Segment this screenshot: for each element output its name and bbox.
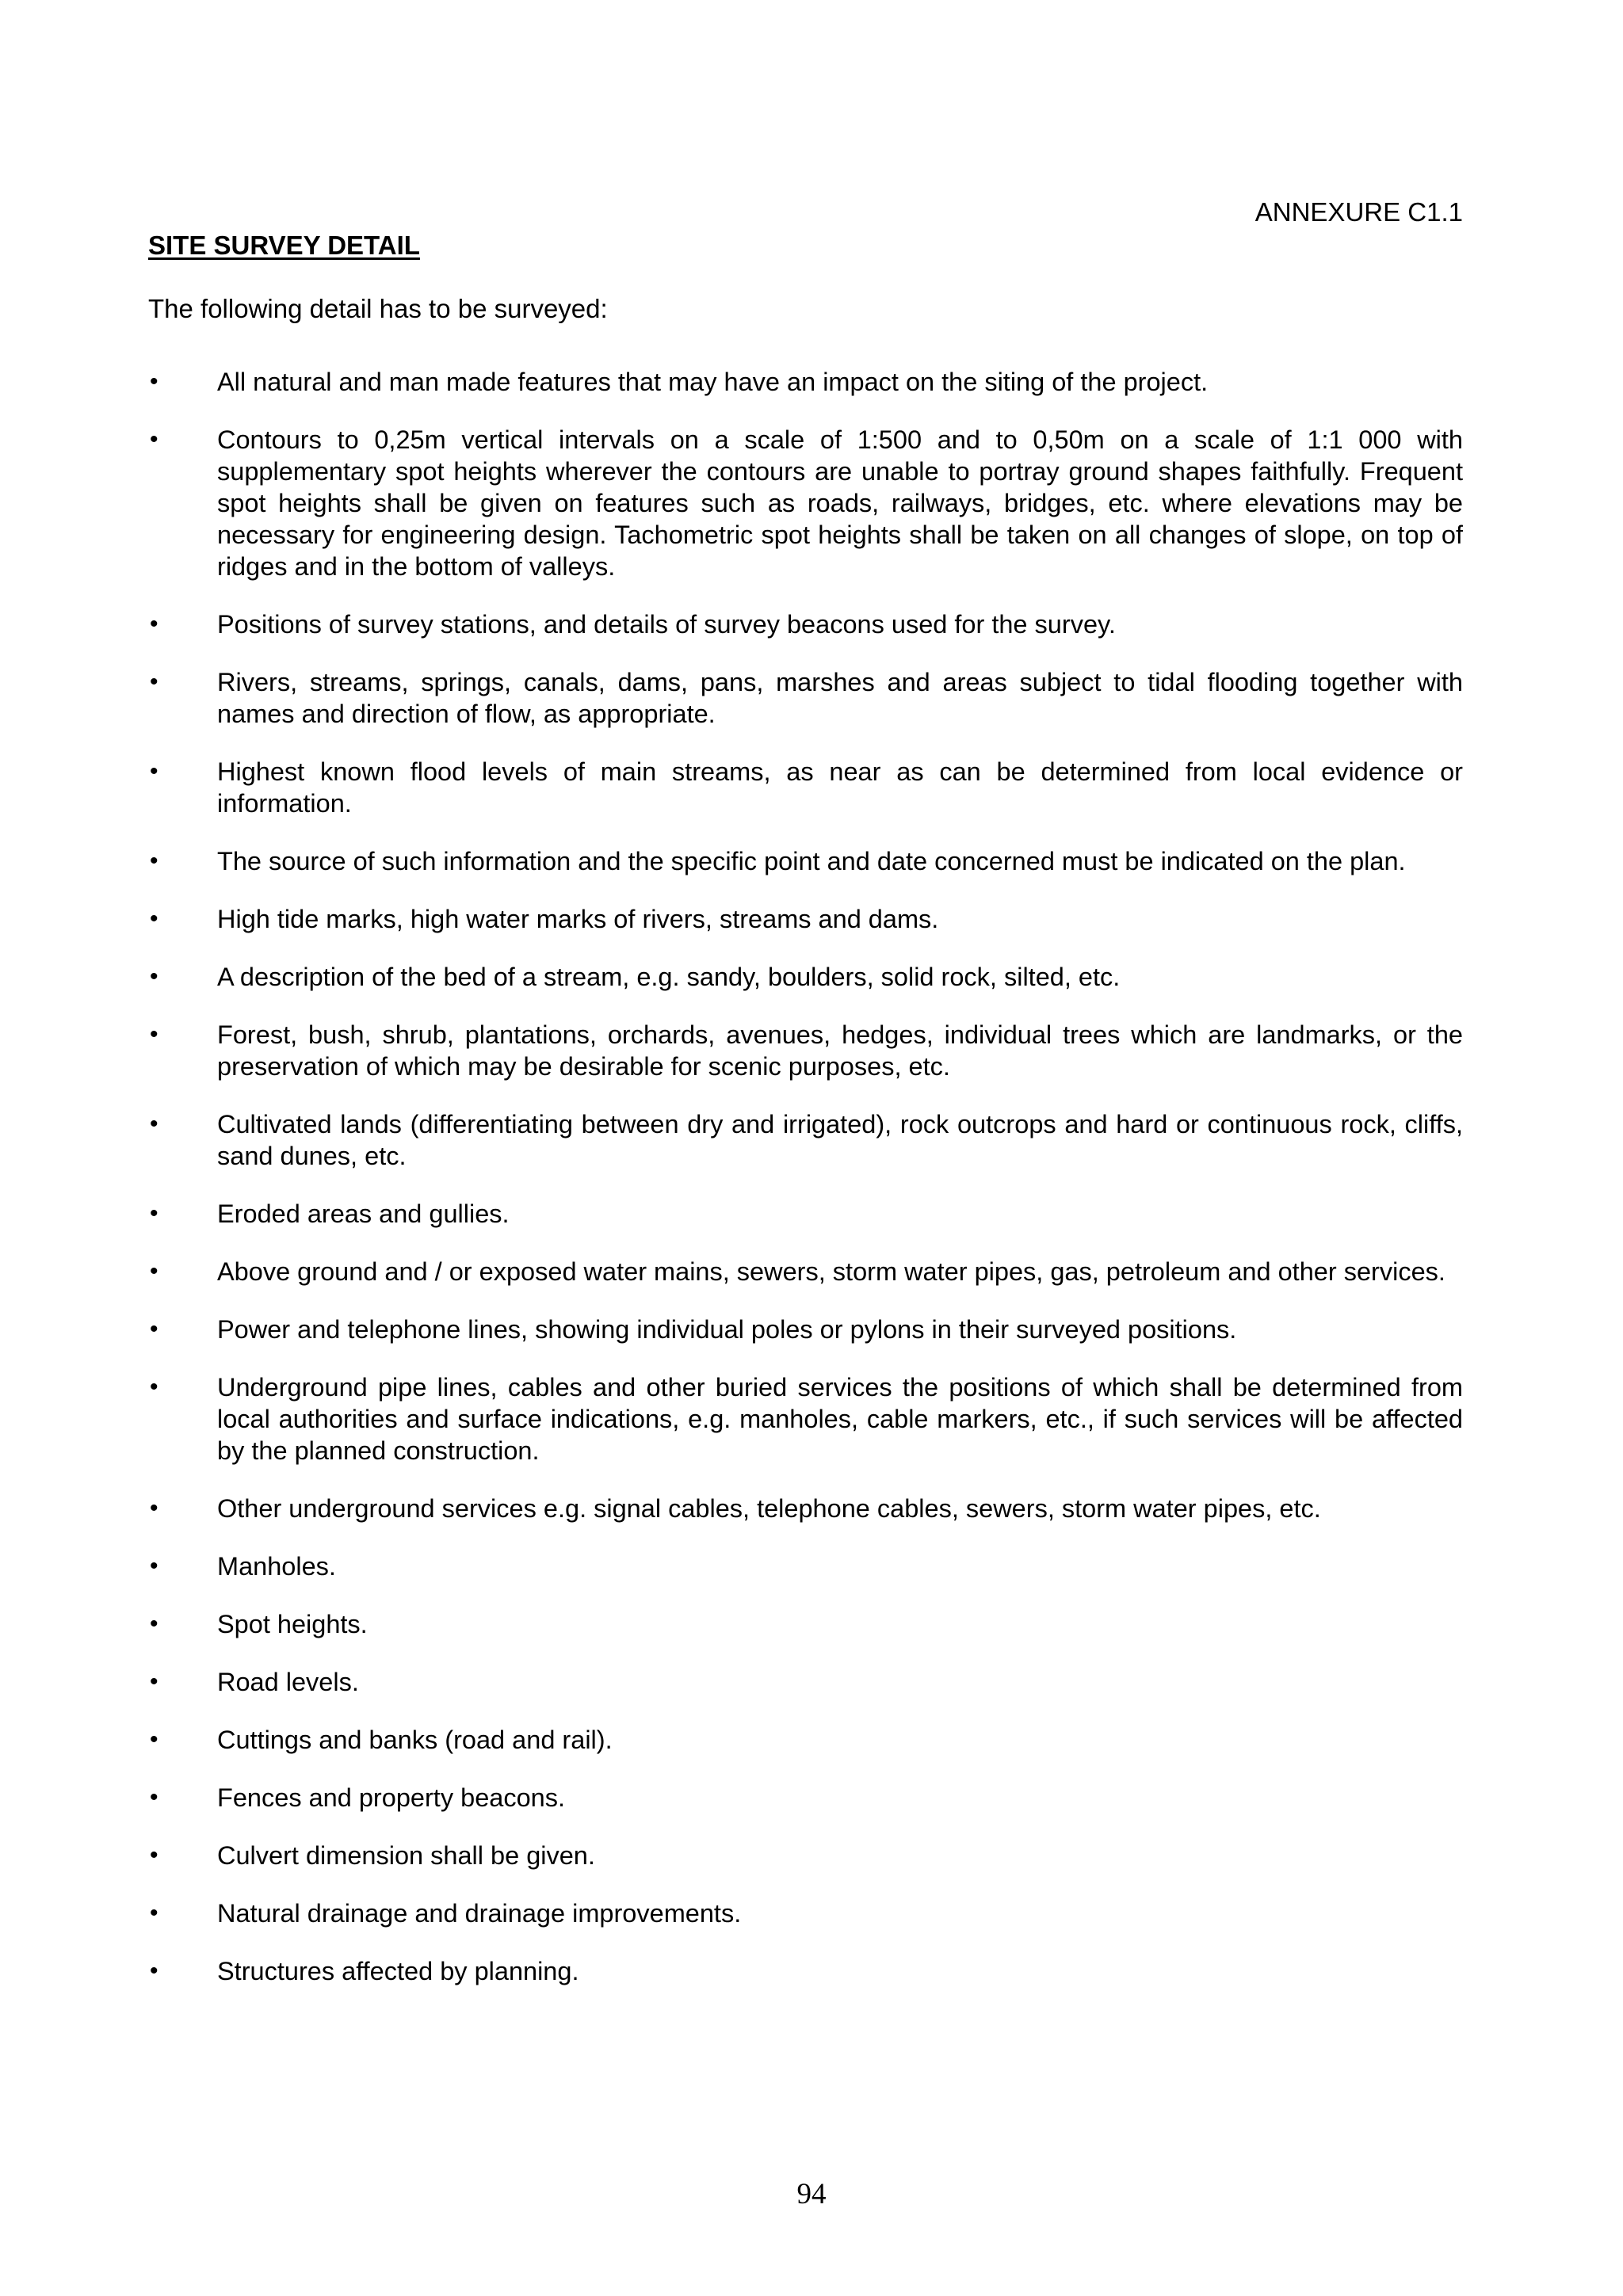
list-item-text: Cuttings and banks (road and rail). <box>217 1726 613 1754</box>
list-item-text: Rivers, streams, springs, canals, dams, pans, marshes and areas subject to tidal flooding together with names and direction of flow, as appropriate. <box>217 668 1463 728</box>
bullet-icon: • <box>150 1611 158 1637</box>
list-item <box>148 1108 1463 1172</box>
bullet-icon: • <box>150 1842 158 1868</box>
list-item <box>148 666 1463 730</box>
list-item <box>148 1724 1463 1756</box>
bullet-icon: • <box>150 1669 158 1695</box>
list-item-text: Structures affected by planning. <box>217 1957 579 1985</box>
bullet-icon: • <box>150 1111 158 1137</box>
list-item <box>148 608 1463 640</box>
survey-detail-list <box>148 366 1463 2013</box>
list-item <box>148 845 1463 877</box>
page-title: SITE SURVEY DETAIL <box>148 231 420 260</box>
bullet-icon: • <box>150 963 158 990</box>
list-item-text: High tide marks, high water marks of rivers, streams and dams. <box>217 905 939 933</box>
intro-text: The following detail has to be surveyed: <box>148 294 608 323</box>
list-item <box>148 1493 1463 1524</box>
annexure-label: ANNEXURE C1.1 <box>1254 197 1463 227</box>
bullet-icon: • <box>150 906 158 932</box>
bullet-icon: • <box>150 1374 158 1400</box>
list-item-text: Contours to 0,25m vertical intervals on a scale of 1:500 and to 0,50m on a scale of 1:1 000 with supplementary spot heights wherever the contours are unable to portray ground shapes faithfully. Frequent spot heights shall be given on features such as roads, railways, bridges, etc. where elevations may be necessary for engineering design. Tachometric spot heights shall be taken on all changes of slope, on top of ridges and in the bottom of valleys. <box>217 425 1463 581</box>
list-item <box>148 1314 1463 1345</box>
list-item <box>148 1371 1463 1466</box>
list-item <box>148 1019 1463 1082</box>
list-item <box>148 1608 1463 1640</box>
list-item-text: Power and telephone lines, showing individual poles or pylons in their surveyed positions. <box>217 1315 1237 1344</box>
list-item <box>148 961 1463 993</box>
bullet-icon: • <box>150 1958 158 1984</box>
bullet-icon: • <box>150 1784 158 1810</box>
list-item-text: Highest known flood levels of main streams, as near as can be determined from local evidence or information. <box>217 757 1463 818</box>
bullet-icon: • <box>150 1200 158 1226</box>
bullet-icon: • <box>150 368 158 395</box>
list-item <box>148 1840 1463 1871</box>
bullet-icon: • <box>150 1900 158 1926</box>
list-item-text: Underground pipe lines, cables and other buried services the positions of which shall be determined from local authorities and surface indications, e.g. manholes, cable markers, etc., if such services will be affected by the planned construction. <box>217 1373 1463 1465</box>
list-item-text: All natural and man made features that may have an impact on the siting of the project. <box>217 368 1209 396</box>
list-item-text: Culvert dimension shall be given. <box>217 1841 595 1870</box>
list-item <box>148 756 1463 819</box>
list-item-text: Eroded areas and gullies. <box>217 1199 510 1228</box>
bullet-icon: • <box>150 1726 158 1753</box>
list-item-text: Forest, bush, shrub, plantations, orchards, avenues, hedges, individual trees which are landmarks, or the preservation of which may be desirable for scenic purposes, etc. <box>217 1020 1463 1081</box>
list-item <box>148 1198 1463 1230</box>
list-item <box>148 366 1463 398</box>
list-item <box>148 1897 1463 1929</box>
list-item <box>148 903 1463 935</box>
bullet-icon: • <box>150 1495 158 1521</box>
list-item-text: Road levels. <box>217 1668 359 1696</box>
page-number: 94 <box>796 2178 827 2210</box>
list-item-text: Positions of survey stations, and details of survey beacons used for the survey. <box>217 610 1116 639</box>
list-item-text: Natural drainage and drainage improvements. <box>217 1899 742 1928</box>
bullet-icon: • <box>150 669 158 695</box>
list-item <box>148 1550 1463 1582</box>
list-item-text: Cultivated lands (differentiating between dry and irrigated), rock outcrops and hard or continuous rock, cliffs, sand dunes, etc. <box>217 1110 1463 1170</box>
list-item-text: The source of such information and the specific point and date concerned must be indicated on the plan. <box>217 847 1406 875</box>
list-item-text: Manholes. <box>217 1552 336 1581</box>
bullet-icon: • <box>150 1021 158 1047</box>
list-item-text: Spot heights. <box>217 1610 368 1638</box>
list-item-text: Other underground services e.g. signal cables, telephone cables, sewers, storm water pipes, etc. <box>217 1494 1321 1523</box>
list-item-text: Above ground and / or exposed water mains, sewers, storm water pipes, gas, petroleum and other services. <box>217 1257 1445 1286</box>
list-item <box>148 1955 1463 1987</box>
bullet-icon: • <box>150 611 158 637</box>
bullet-icon: • <box>150 848 158 874</box>
bullet-icon: • <box>150 426 158 452</box>
bullet-icon: • <box>150 1258 158 1284</box>
list-item-text: Fences and property beacons. <box>217 1783 566 1812</box>
list-item <box>148 424 1463 582</box>
list-item-text: A description of the bed of a stream, e.g. sandy, boulders, solid rock, silted, etc. <box>217 963 1121 991</box>
bullet-icon: • <box>150 1316 158 1342</box>
list-item <box>148 1666 1463 1698</box>
bullet-icon: • <box>150 1553 158 1579</box>
list-item <box>148 1782 1463 1814</box>
bullet-icon: • <box>150 758 158 784</box>
list-item <box>148 1256 1463 1287</box>
